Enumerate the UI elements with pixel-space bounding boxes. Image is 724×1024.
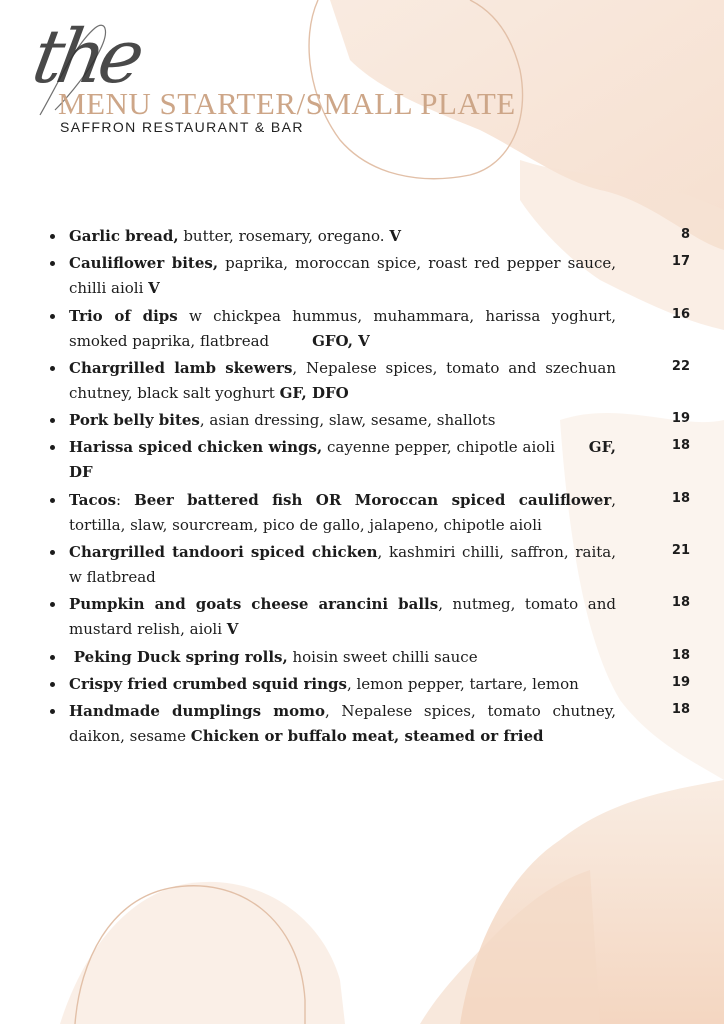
menu-item <box>50 488 700 538</box>
item-name: Crispy fried crumbed squid rings <box>69 674 347 693</box>
item-name: Pork belly bites <box>69 411 200 430</box>
menu-item <box>50 672 700 697</box>
item-description: paprika, moroccan spice, roast red pepper sauce, chilli aioli <box>69 254 616 298</box>
item-name-secondary: Beer battered fish OR Moroccan spiced cauliflower <box>134 490 612 509</box>
item-name: Trio of dips <box>69 306 178 325</box>
item-name: Harissa spiced chicken wings, <box>69 438 323 457</box>
item-description: , asian dressing, slaw, sesame, shallots <box>199 411 496 430</box>
item-description: , kashmiri chilli, saffron, raita, w flatbread <box>69 543 616 587</box>
bullet <box>50 314 55 319</box>
item-name: Garlic bread, <box>69 227 179 245</box>
bullet <box>50 655 55 660</box>
item-description: butter, rosemary, oregano. <box>178 227 385 245</box>
page-title: MENU STARTER/SMALL PLATE <box>58 86 516 121</box>
bullet <box>50 682 55 687</box>
bullet <box>50 550 55 555</box>
item-price: 18 <box>671 595 690 611</box>
item-description: hoisin sweet chilli sauce <box>287 647 478 666</box>
item-price: 19 <box>671 674 690 690</box>
item-tag: V <box>148 279 160 298</box>
item-name: Tacos <box>69 490 117 509</box>
item-tag: GF, DF <box>69 438 616 482</box>
item-price: 8 <box>680 227 690 242</box>
item-description: , Nepalese spices, tomato and szechuan chutney, black salt yoghurt <box>69 358 617 402</box>
menu-item <box>50 435 700 485</box>
item-tag: GF, DFO <box>279 383 349 402</box>
menu-item <box>50 592 700 642</box>
menu-item <box>50 356 700 406</box>
item-name: Chargrilled lamb skewers <box>69 358 293 377</box>
item-price: 18 <box>671 647 690 663</box>
menu-header <box>0 0 724 140</box>
script-the: the <box>26 14 145 100</box>
item-name: Chargrilled tandoori spiced chicken <box>69 543 378 562</box>
menu-item <box>50 540 700 590</box>
item-description: , Nepalese spices, tomato chutney, daikon, sesame <box>69 702 616 746</box>
menu-item <box>50 251 700 301</box>
item-description-secondary: , tortilla, slaw, sourcream, pico de gallo, jalapeno, chipotle aioli <box>69 490 616 534</box>
item-price: 16 <box>671 306 690 322</box>
item-tag: GFO, V <box>312 331 370 350</box>
item-description: , nutmeg, tomato and mustard relish, aioli <box>69 595 616 639</box>
menu-item <box>50 304 700 354</box>
item-name: Peking Duck spring rolls, <box>73 647 288 666</box>
bullet <box>50 498 55 503</box>
item-name: Cauliflower bites, <box>69 254 219 273</box>
bullet <box>50 261 55 266</box>
menu-list <box>50 224 700 752</box>
item-tag: Chicken or buffalo meat, steamed or fried <box>190 727 544 746</box>
menu-item <box>50 699 700 749</box>
menu-item <box>50 224 700 249</box>
menu-item <box>50 408 700 433</box>
item-description: w chickpea hummus, muhammara, harissa yoghurt, smoked paprika, flatbread <box>69 306 616 350</box>
item-price: 18 <box>671 702 690 718</box>
item-price: 18 <box>671 438 690 454</box>
item-name: Handmade dumplings momo <box>69 702 325 721</box>
item-description: : <box>116 490 135 509</box>
item-description: , lemon pepper, tartare, lemon <box>346 674 579 693</box>
bullet <box>50 366 55 371</box>
item-price: 22 <box>671 358 690 374</box>
bullet <box>50 445 55 450</box>
bullet <box>50 602 55 607</box>
item-price: 21 <box>671 543 690 559</box>
item-tag: V <box>226 620 239 639</box>
restaurant-name: SAFFRON RESTAURANT & BAR <box>60 119 304 135</box>
bullet <box>50 709 55 714</box>
item-tag: V <box>389 227 401 245</box>
item-description: cayenne pepper, chipotle aioli <box>322 438 555 457</box>
bullet <box>50 234 55 239</box>
item-price: 18 <box>671 490 690 506</box>
bullet <box>50 418 55 423</box>
menu-item <box>50 645 700 670</box>
item-price: 17 <box>671 254 690 270</box>
item-price: 19 <box>671 411 690 427</box>
item-name: Pumpkin and goats cheese arancini balls <box>69 595 439 614</box>
